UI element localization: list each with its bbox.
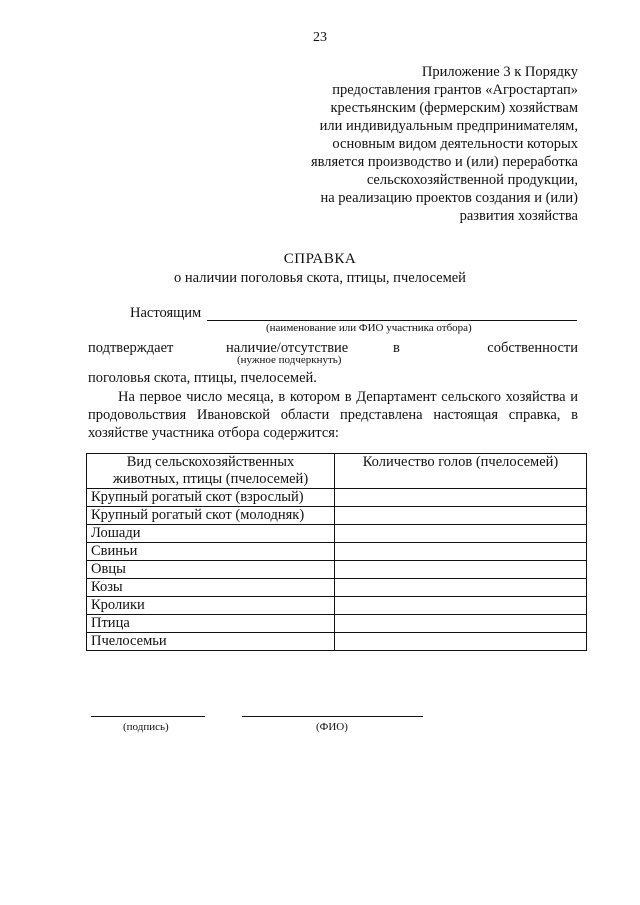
in-word: в [393,340,400,356]
appendix-line: Приложение 3 к Порядку [421,64,578,80]
underline-caption: (нужное подчеркнуть) [237,354,342,366]
animal-type-cell: Крупный рогатый скот (взрослый) [87,489,335,507]
document-title: СПРАВКА [283,251,357,267]
header-animal-type [87,454,335,489]
table-row [87,561,587,579]
head-count-cell[interactable] [335,525,587,543]
full-name-field[interactable] [242,716,423,717]
appendix-line: основным видом деятельности которых [332,136,578,152]
participant-name-field[interactable] [207,320,577,321]
statement-paragraph: На первое число месяца, в котором в Департамент сельского хозяйства и продовольствия Ивановской области представлена настоящая справка, в хозяйстве участника отбора содержится: [88,389,578,441]
table-row [87,615,587,633]
animal-type-cell: Птица [87,615,335,633]
appendix-line: или индивидуальным предпринимателям, [319,118,578,134]
table-row [87,507,587,525]
head-count-cell[interactable] [335,489,587,507]
header-head-count: Количество голов (пчелосемей) [335,454,587,489]
document-subtitle: о наличии поголовья скота, птицы, пчелосемей [174,270,466,286]
appendix-line: на реализацию проектов создания и (или) [320,190,578,206]
animal-type-cell: Кролики [87,597,335,615]
appendix-header [248,63,578,225]
table-header-row [87,454,587,489]
header-animal-type-line: Вид сельскохозяйственных [126,454,295,470]
animal-type-cell: Лошади [87,525,335,543]
table-row [87,489,587,507]
animal-type-cell: Овцы [87,561,335,579]
head-count-cell[interactable] [335,543,587,561]
head-count-cell[interactable] [335,597,587,615]
animal-type-cell: Пчелосемьи [87,633,335,651]
confirms-word: подтверждает [88,340,174,356]
present-label: Настоящим [130,305,202,321]
livestock-line: поголовья скота, птицы, пчелосемей. [88,370,317,386]
head-count-cell[interactable] [335,507,587,525]
animal-type-cell: Козы [87,579,335,597]
presence-choice[interactable]: наличие/отсутствие [226,340,349,356]
livestock-table [86,453,587,651]
head-count-cell[interactable] [335,615,587,633]
head-count-cell[interactable] [335,561,587,579]
table-row [87,597,587,615]
appendix-line: предоставления грантов «Агростартап» [332,82,578,98]
head-count-cell[interactable] [335,579,587,597]
table-row [87,633,587,651]
appendix-line: развития хозяйства [459,208,578,224]
participant-name-caption: (наименование или ФИО участника отбора) [266,322,472,334]
table-row [87,525,587,543]
full-name-caption: (ФИО) [316,721,348,733]
signature-field[interactable] [91,716,205,717]
appendix-line: является производство и (или) переработка [310,154,578,170]
head-count-cell[interactable] [335,633,587,651]
table-row [87,543,587,561]
signature-caption: (подпись) [123,721,169,733]
table-row [87,579,587,597]
page-number: 23 [313,30,327,45]
appendix-line: сельскохозяйственной продукции, [366,172,578,188]
ownership-word: собственности [487,340,578,356]
appendix-line: крестьянским (фермерским) хозяйствам [330,100,578,116]
animal-type-cell: Крупный рогатый скот (молодняк) [87,507,335,525]
animal-type-cell: Свиньи [87,543,335,561]
header-animal-type-line: животных, птицы (пчелосемей) [112,471,309,487]
